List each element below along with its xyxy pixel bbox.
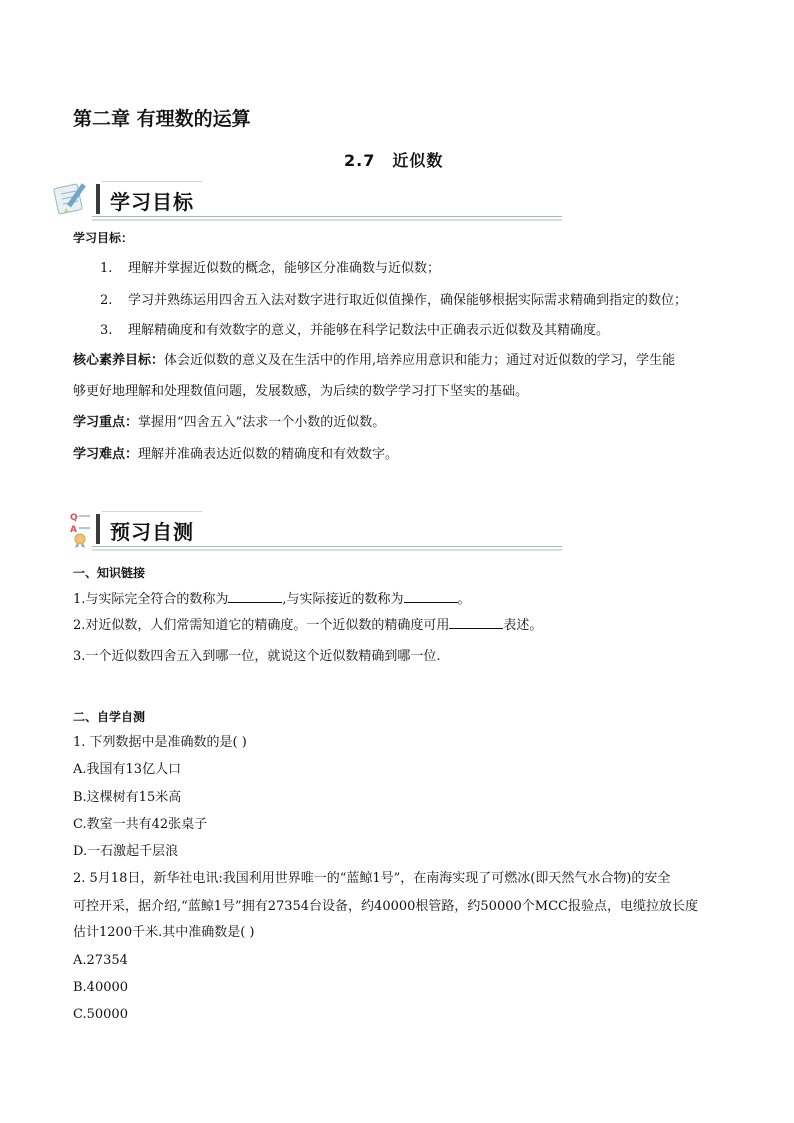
difficulty [73,445,398,465]
question-text: ,与实际接近的数称为 [282,592,404,607]
knowledge-link-heading: 一、知识链接 [73,566,146,580]
banner-underline-shadow [92,219,562,221]
banner-title: 学习目标 [110,190,194,214]
option-c[interactable]: C.50000 [73,1007,128,1022]
key-point-label: 学习重点： [73,415,139,430]
svg-text:A: A [70,525,77,535]
option-c[interactable]: C.教室一共有42张桌子 [73,817,208,832]
fill-question-1 [73,590,471,610]
choice-question-2-line1: 2. 5月18日，新华社电讯:我国利用世界唯一的“蓝鲸1号”，在南海实现了可燃冰(即天然气水合物)的安全 [73,871,671,886]
choice-question-1: 1. 下列数据中是准确数的是( ) [73,735,247,750]
answer-blank[interactable] [228,590,282,603]
answer-blank[interactable] [449,616,503,629]
fill-question-3: 3.一个近似数四舍五入到哪一位，就说这个近似数精确到哪一位. [73,649,441,664]
banner-title: 预习自测 [110,520,194,544]
choice-question-2-line3: 估计1200千米.其中准确数是( ) [73,925,255,940]
core-goals-continued: 够更好地理解和处理数值问题，发展数感，为后续的数学学习打下坚实的基础。 [73,384,529,399]
choice-question-2-line2: 可控开采，据介绍,“蓝鲸1号”拥有27354台设备，约40000根管路，约50000个MCC报验点，电缆拉放长度 [73,899,698,914]
objective-number: 1. [100,261,113,276]
option-d[interactable]: D.一石激起千层浪 [73,844,179,859]
core-goals [73,351,675,371]
chapter-title: 第二章 有理数的运算 [73,108,251,130]
core-goals-label: 核心素养目标： [73,353,165,368]
svg-text:Q: Q [70,513,78,523]
objective-number: 2. [100,293,113,308]
banner-underline-shadow [92,549,562,551]
fill-question-2 [73,616,542,636]
key-point-text: 掌握用“四舍五入”法求一个小数的近似数。 [138,415,386,430]
preview-test-banner [52,508,562,552]
pencil-notebook-icon [52,178,92,218]
section-title: 2.7 近似数 [344,151,444,170]
objective-item [100,321,609,341]
banner-accent-bar [96,184,100,214]
objective-item [100,291,687,311]
objective-text: 理解并掌握近似数的概念，能够区分准确数与近似数； [128,261,441,276]
objective-number: 3. [100,323,113,338]
question-text: 2.对近似数，人们常需知道它的精确度。一个近似数的精确度可用 [73,618,450,633]
core-goals-text: 体会近似数的意义及在生活中的作用,培养应用意识和能力；通过对近似数的学习，学生能 [164,353,676,368]
banner-underline [92,216,562,217]
answer-blank[interactable] [404,590,458,603]
question-text: 表述。 [503,618,543,633]
objective-item [100,259,440,279]
objective-text: 学习并熟练运用四舍五入法对数字进行取近似值操作，确保能够根据实际需求精确到指定的数位； [128,293,688,308]
difficulty-text: 理解并准确表达近似数的精确度和有效数字。 [138,447,399,462]
objectives-label: 学习目标： [73,231,134,245]
option-b[interactable]: B.40000 [73,980,129,995]
self-test-heading: 二、自学自测 [73,710,146,724]
question-text: 1.与实际完全符合的数称为 [73,592,229,607]
banner-accent-bar [96,514,100,544]
objective-text: 理解精确度和有效数字的意义，并能够在科学记数法中正确表示近似数及其精确度。 [128,323,610,338]
option-a[interactable]: A.我国有13亿人口 [73,762,182,777]
learning-goals-banner [52,178,562,222]
difficulty-label: 学习难点： [73,447,139,462]
key-point [73,413,385,433]
question-text: 。 [457,592,471,607]
option-b[interactable]: B.这棵树有15米高 [73,790,182,805]
option-a[interactable]: A.27354 [73,953,128,968]
banner-divider [102,181,202,182]
banner-underline [92,546,562,547]
banner-divider [102,511,202,512]
qa-award-icon [52,508,92,548]
